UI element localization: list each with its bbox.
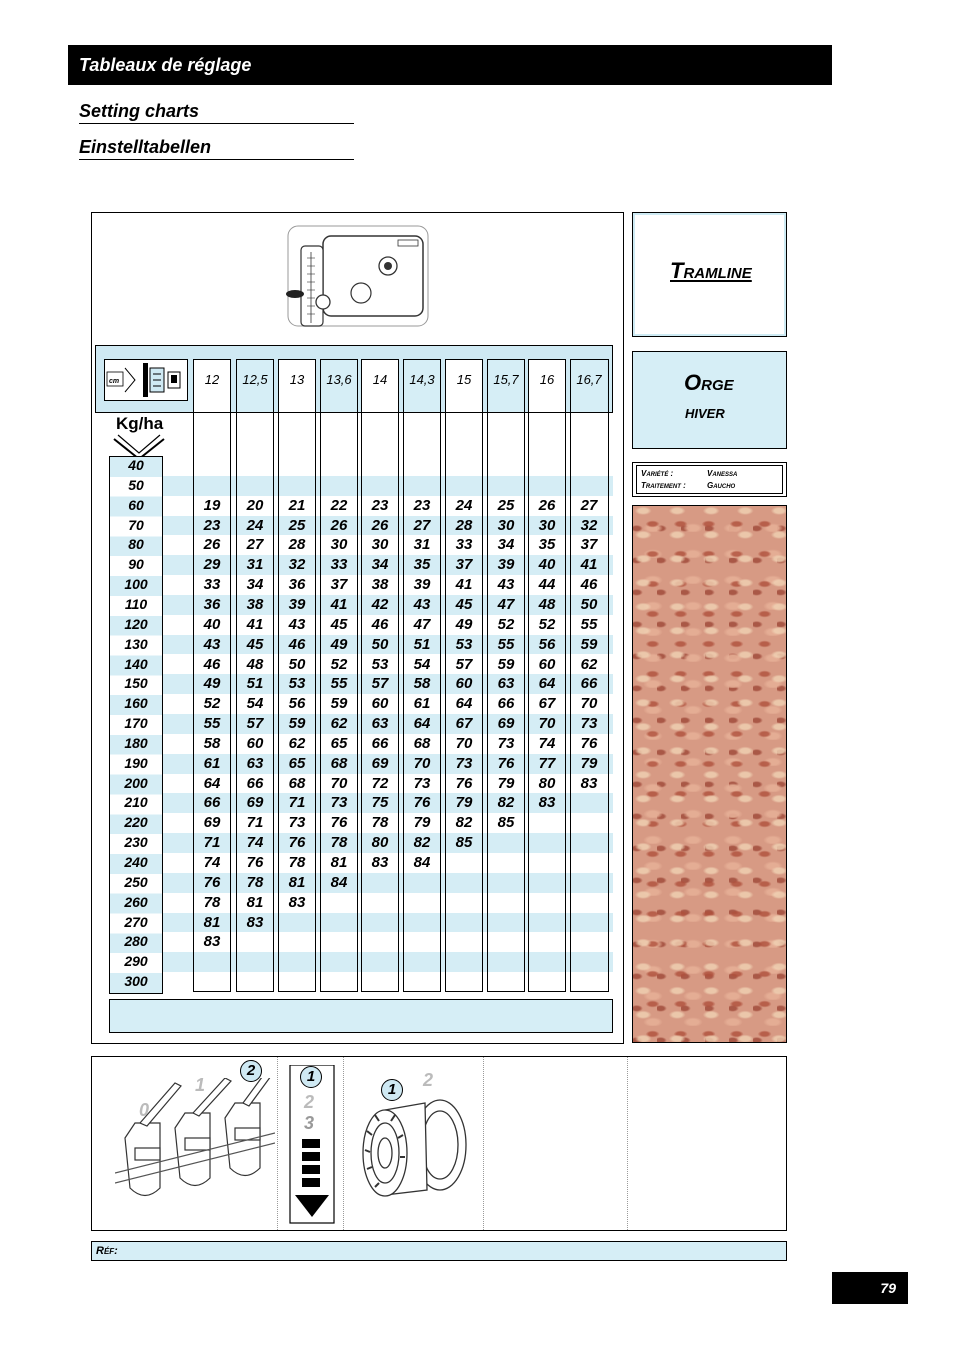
table-cell: 55	[497, 635, 515, 653]
table-cell: 60	[455, 675, 473, 693]
spacing-column-header: 16	[529, 360, 565, 413]
rate-cell: 50	[128, 476, 144, 493]
table-cell: 55	[330, 675, 348, 693]
table-cell: 34	[246, 576, 264, 594]
rate-cell: 150	[124, 675, 148, 692]
table-cell: 58	[413, 675, 431, 693]
table-cell: 53	[371, 655, 389, 673]
rate-cell: 180	[124, 734, 148, 751]
lever-position-1: 1	[195, 1075, 206, 1095]
table-cell: 49	[330, 635, 348, 653]
crop-season: hiver	[685, 402, 725, 422]
page-number: 79	[832, 1272, 908, 1304]
table-cell: 46	[203, 655, 221, 673]
table-cell: 52	[330, 655, 348, 673]
table-cell: 43	[203, 635, 221, 653]
gear-step-3: 3	[304, 1113, 315, 1133]
spacing-column	[403, 359, 441, 992]
rate-cell: 100	[124, 576, 148, 593]
table-cell: 30	[330, 536, 348, 554]
table-cell: 71	[203, 834, 221, 852]
table-cell: 57	[371, 675, 389, 693]
table-cell: 82	[455, 814, 473, 832]
table-cell: 33	[203, 576, 221, 594]
table-cell: 68	[330, 754, 348, 772]
rate-cell: 280	[124, 933, 148, 950]
table-cell: 27	[580, 496, 598, 514]
table-cell: 70	[413, 754, 431, 772]
rate-cell: 140	[124, 655, 148, 672]
table-cell: 76	[413, 794, 431, 812]
rate-cell: 170	[124, 715, 148, 732]
table-cell: 35	[538, 536, 556, 554]
table-cell: 83	[538, 794, 556, 812]
table-cell: 76	[580, 734, 598, 752]
rate-cell: 40	[128, 457, 144, 473]
treatment-label: Traitement :	[641, 481, 686, 490]
table-cell: 81	[330, 854, 348, 871]
spacing-column-header: 15	[446, 360, 482, 413]
table-cell: 38	[246, 595, 264, 613]
spacing-column	[570, 359, 609, 992]
table-cell: 81	[288, 873, 306, 891]
spacing-column	[320, 359, 358, 992]
gear-step-indicator	[289, 1065, 335, 1225]
table-cell: 56	[538, 635, 556, 653]
table-cell: 63	[246, 754, 264, 772]
divider	[343, 1057, 344, 1230]
table-cell: 60	[538, 655, 556, 673]
table-cell: 84	[330, 873, 348, 891]
rate-column	[109, 456, 163, 994]
table-cell: 36	[203, 595, 221, 613]
table-cell: 66	[371, 734, 389, 752]
rate-cell: 110	[124, 595, 148, 612]
spacing-column-header: 16,7	[571, 360, 607, 413]
table-cell: 26	[203, 536, 221, 554]
table-cell: 43	[413, 595, 431, 613]
table-cell: 80	[371, 834, 389, 852]
table-cell: 52	[538, 615, 556, 633]
rate-cell: 60	[128, 496, 144, 513]
table-cell: 39	[288, 595, 306, 613]
table-cell: 37	[330, 576, 348, 594]
table-cell: 49	[455, 615, 473, 633]
table-cell: 45	[330, 615, 348, 633]
table-cell: 40	[538, 556, 556, 574]
table-cell: 54	[246, 695, 264, 713]
table-cell: 69	[203, 814, 221, 832]
table-cell: 50	[580, 595, 598, 613]
reference-bar: Réf:	[91, 1241, 787, 1261]
table-cell: 79	[413, 814, 431, 832]
rate-cell: 70	[128, 516, 144, 533]
table-cell: 48	[538, 595, 556, 613]
table-cell: 78	[371, 814, 389, 832]
gear-step-selected: 1	[300, 1066, 322, 1088]
table-cell: 65	[288, 754, 306, 772]
table-cell: 29	[203, 556, 221, 574]
table-cell: 25	[288, 516, 306, 534]
table-cell: 37	[580, 536, 598, 554]
table-cell: 63	[497, 675, 515, 693]
table-cell: 55	[203, 715, 221, 733]
table-cell: 59	[288, 715, 306, 733]
table-cell: 32	[580, 516, 598, 534]
table-cell: 31	[246, 556, 264, 574]
table-cell: 30	[538, 516, 556, 534]
spacing-column-header: 14	[362, 360, 398, 413]
table-cell: 53	[288, 675, 306, 693]
table-cell: 52	[497, 615, 515, 633]
table-cell: 58	[203, 734, 221, 752]
table-cell: 70	[538, 715, 556, 733]
table-cell: 59	[580, 635, 598, 653]
table-cell: 43	[497, 576, 515, 594]
table-cell: 34	[371, 556, 389, 574]
table-cell: 73	[413, 774, 431, 792]
table-cell: 54	[413, 655, 431, 673]
rate-cell: 300	[124, 973, 148, 990]
table-cell: 76	[203, 873, 221, 891]
table-cell: 36	[288, 576, 306, 594]
table-cell: 28	[288, 536, 306, 554]
table-cell: 26	[538, 496, 556, 514]
table-cell: 69	[497, 715, 515, 733]
table-cell: 65	[330, 734, 348, 752]
rate-cell: 220	[124, 814, 148, 831]
table-cell: 53	[455, 635, 473, 653]
table-cell: 75	[371, 794, 389, 812]
table-cell: 45	[246, 635, 264, 653]
table-cell: 78	[330, 834, 348, 852]
subtitle-english: Setting charts	[79, 101, 354, 124]
rate-cell: 240	[124, 854, 148, 870]
table-cell: 43	[288, 615, 306, 633]
table-cell: 41	[455, 576, 473, 594]
crop-name: Orge	[684, 370, 734, 395]
wheel-position-selected: 1	[381, 1079, 403, 1101]
table-cell: 41	[246, 615, 264, 633]
table-cell: 38	[371, 576, 389, 594]
table-cell: 79	[455, 794, 473, 812]
table-cell: 19	[203, 496, 221, 514]
rate-cell: 260	[124, 893, 148, 910]
table-cell: 64	[203, 774, 221, 792]
rate-cell: 230	[124, 834, 148, 851]
table-cell: 79	[580, 754, 598, 772]
table-cell: 26	[371, 516, 389, 534]
table-cell: 24	[246, 516, 264, 534]
table-cell: 35	[413, 556, 431, 574]
table-cell: 52	[203, 695, 221, 713]
table-cell: 73	[580, 715, 598, 733]
spacing-column-header: 14,3	[404, 360, 440, 413]
divider	[483, 1057, 484, 1230]
table-cell: 47	[413, 615, 431, 633]
table-cell: 60	[371, 695, 389, 713]
spacing-column-header: 13,6	[321, 360, 357, 413]
table-cell: 83	[371, 854, 389, 871]
table-cell: 32	[288, 556, 306, 574]
spacing-column	[445, 359, 483, 992]
spacing-column	[193, 359, 231, 992]
table-cell: 78	[288, 854, 306, 871]
table-cell: 80	[538, 774, 556, 792]
gear-wheel-illustration	[355, 1095, 475, 1205]
treatment-value: Gaucho	[707, 481, 736, 490]
table-cell: 57	[455, 655, 473, 673]
rate-cell: 290	[124, 953, 148, 970]
rate-cell: 80	[128, 536, 144, 553]
divider	[627, 1057, 628, 1230]
table-cell: 21	[288, 496, 306, 514]
spacing-column	[487, 359, 525, 992]
spacing-column	[278, 359, 316, 992]
page-header: Tableaux de réglage	[68, 45, 832, 85]
table-cell: 67	[455, 715, 473, 733]
svg-text:cm: cm	[109, 378, 120, 385]
table-cell: 45	[455, 595, 473, 613]
table-cell: 69	[371, 754, 389, 772]
table-cell: 57	[246, 715, 264, 733]
table-cell: 23	[371, 496, 389, 514]
rate-cell: 270	[124, 913, 148, 930]
table-cell: 46	[580, 576, 598, 594]
metering-lever-illustration	[115, 1078, 275, 1208]
table-cell: 47	[497, 595, 515, 613]
table-cell: 66	[246, 774, 264, 792]
table-cell: 78	[203, 893, 221, 911]
table-cell: 55	[580, 615, 598, 633]
table-cell: 37	[455, 556, 473, 574]
table-cell: 62	[580, 655, 598, 673]
table-cell: 67	[538, 695, 556, 713]
table-cell: 72	[371, 774, 389, 792]
table-cell: 70	[455, 734, 473, 752]
table-cell: 48	[246, 655, 264, 673]
spacing-column	[528, 359, 566, 992]
table-cell: 76	[246, 854, 264, 871]
table-cell: 76	[455, 774, 473, 792]
lever-position-0: 0	[139, 1100, 150, 1120]
table-cell: 59	[330, 695, 348, 713]
table-cell: 59	[497, 655, 515, 673]
table-cell: 61	[203, 754, 221, 772]
table-cell: 61	[413, 695, 431, 713]
table-cell: 63	[371, 715, 389, 733]
table-cell: 66	[580, 675, 598, 693]
table-cell: 66	[203, 794, 221, 812]
table-cell: 68	[288, 774, 306, 792]
table-cell: 66	[497, 695, 515, 713]
variety-info	[636, 465, 783, 494]
table-cell: 71	[246, 814, 264, 832]
table-cell: 31	[413, 536, 431, 554]
table-cell: 39	[497, 556, 515, 574]
table-cell: 64	[455, 695, 473, 713]
table-cell: 41	[330, 595, 348, 613]
table-cell: 83	[580, 774, 598, 792]
subtitle-german: Einstelltabellen	[79, 137, 354, 160]
table-cell: 51	[413, 635, 431, 653]
rate-cell: 190	[124, 754, 148, 771]
table-cell: 60	[246, 734, 264, 752]
table-cell: 74	[203, 854, 221, 871]
spacing-column	[361, 359, 399, 992]
table-cell: 73	[497, 734, 515, 752]
table-cell: 40	[203, 615, 221, 633]
seed-spacing-icon	[104, 359, 188, 401]
table-cell: 41	[580, 556, 598, 574]
table-cell: 81	[203, 913, 221, 931]
gear-step-2: 2	[304, 1092, 315, 1112]
table-cell: 25	[497, 496, 515, 514]
spacing-column-header: 13	[279, 360, 315, 413]
table-cell: 23	[203, 516, 221, 534]
rate-cell: 250	[124, 873, 148, 890]
table-cell: 84	[413, 854, 431, 871]
table-cell: 68	[413, 734, 431, 752]
table-cell: 85	[497, 814, 515, 832]
table-cell: 26	[330, 516, 348, 534]
table-cell: 83	[288, 893, 306, 911]
rate-cell: 130	[124, 635, 148, 652]
spacing-column-header: 15,7	[488, 360, 524, 413]
variety-label: Variété :	[641, 469, 674, 478]
table-cell: 22	[330, 496, 348, 514]
table-cell: 46	[371, 615, 389, 633]
table-cell: 82	[497, 794, 515, 812]
table-cell: 78	[246, 873, 264, 891]
rate-cell: 160	[124, 695, 148, 712]
table-cell: 73	[288, 814, 306, 832]
table-cell: 64	[413, 715, 431, 733]
table-cell: 74	[246, 834, 264, 852]
rate-cell: 120	[124, 615, 148, 632]
table-cell: 82	[413, 834, 431, 852]
table-cell: 33	[455, 536, 473, 554]
table-cell: 27	[246, 536, 264, 554]
rate-cell: 90	[128, 556, 144, 573]
table-cell: 83	[246, 913, 264, 931]
lever-position-selected: 2	[240, 1060, 262, 1082]
table-cell: 62	[288, 734, 306, 752]
table-cell: 44	[538, 576, 556, 594]
table-cell: 83	[203, 933, 221, 951]
table-cell: 51	[246, 675, 264, 693]
variety-value: Vanessa	[707, 469, 738, 478]
rate-cell: 210	[124, 794, 148, 811]
table-cell: 42	[371, 595, 389, 613]
table-cell: 49	[203, 675, 221, 693]
spacing-column	[236, 359, 274, 992]
table-cell: 62	[330, 715, 348, 733]
spacing-column-header: 12,5	[237, 360, 273, 413]
table-cell: 76	[288, 834, 306, 852]
table-cell: 69	[246, 794, 264, 812]
table-cell: 79	[497, 774, 515, 792]
rate-unit-label: Kg/ha	[116, 414, 164, 433]
crop-box	[632, 351, 787, 449]
table-cell: 76	[497, 754, 515, 772]
gearbox-illustration	[283, 218, 433, 333]
table-cell: 30	[497, 516, 515, 534]
table-cell: 50	[371, 635, 389, 653]
spacing-column-header: 12	[194, 360, 230, 413]
table-cell: 85	[455, 834, 473, 852]
divider	[277, 1057, 278, 1230]
notes-bar	[109, 999, 613, 1033]
wheel-position-2: 2	[423, 1070, 434, 1090]
table-cell: 70	[330, 774, 348, 792]
table-cell: 76	[330, 814, 348, 832]
table-cell: 23	[413, 496, 431, 514]
table-cell: 27	[413, 516, 431, 534]
table-cell: 81	[246, 893, 264, 911]
rate-cell: 200	[124, 774, 148, 791]
table-cell: 33	[330, 556, 348, 574]
table-cell: 30	[371, 536, 389, 554]
table-cell: 46	[288, 635, 306, 653]
table-cell: 24	[455, 496, 473, 514]
table-cell: 64	[538, 675, 556, 693]
table-cell: 70	[580, 695, 598, 713]
table-cell: 20	[246, 496, 264, 514]
table-cell: 77	[538, 754, 556, 772]
table-cell: 28	[455, 516, 473, 534]
table-cell: 39	[413, 576, 431, 594]
table-cell: 34	[497, 536, 515, 554]
table-cell: 50	[288, 655, 306, 673]
table-cell: 73	[455, 754, 473, 772]
table-cell: 71	[288, 794, 306, 812]
table-cell: 73	[330, 794, 348, 812]
table-cell: 56	[288, 695, 306, 713]
tramline-label: Tramline	[670, 258, 752, 283]
barley-grain-photo	[632, 505, 787, 1043]
table-cell: 74	[538, 734, 556, 752]
